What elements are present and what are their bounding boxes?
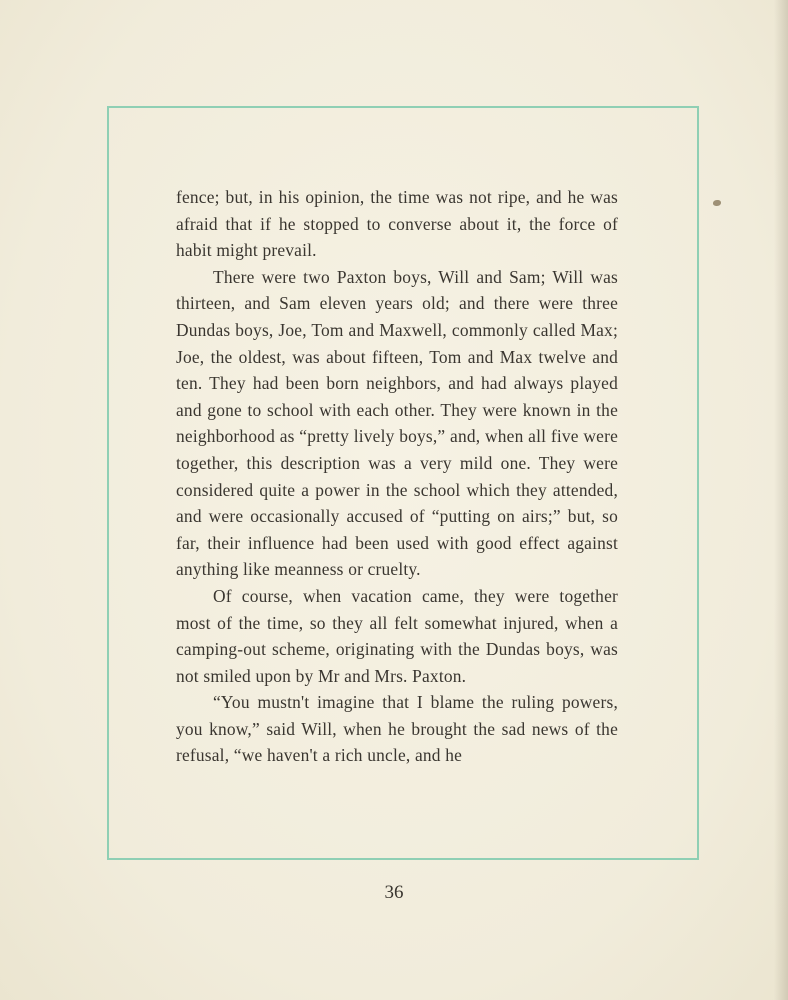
body-text bbox=[176, 184, 618, 769]
paragraph: Of course, when vacation came, they were together most of the time, so they all felt somewhat injured, when a camping-out scheme, originating with the Dundas boys, was not smiled upon by Mr and Mrs. Paxton. bbox=[176, 585, 618, 686]
page-number: 36 bbox=[384, 882, 404, 903]
paragraph: There were two Paxton boys, Will and Sam; Will was thirteen, and Sam eleven years old; and there were three Dundas boys, Joe, Tom and Maxwell, commonly called Max; Joe, the oldest, was about fifteen, Tom and Max twelve and ten. They had been born neighbors, and had always played and gone to school with each other. They were known in the neighborhood as “pretty lively boys,” and, when all five were together, this description was a very mild one. They were considered quite a power in the school which they attended, and were occasionally accused of “putting on airs;” but, so far, their influence had been used with good effect against anything like meanness or cruelty. bbox=[176, 266, 618, 580]
paragraph: fence; but, in his opinion, the time was not ripe, and he was afraid that if he stopped to converse about it, the force of habit might prevail. bbox=[176, 187, 618, 261]
paper-blemish bbox=[713, 200, 721, 206]
paragraph: “You mustn't imagine that I blame the ruling powers, you know,” said Will, when he brought the sad news of the refusal, “we haven't a rich uncle, and he bbox=[176, 692, 618, 766]
